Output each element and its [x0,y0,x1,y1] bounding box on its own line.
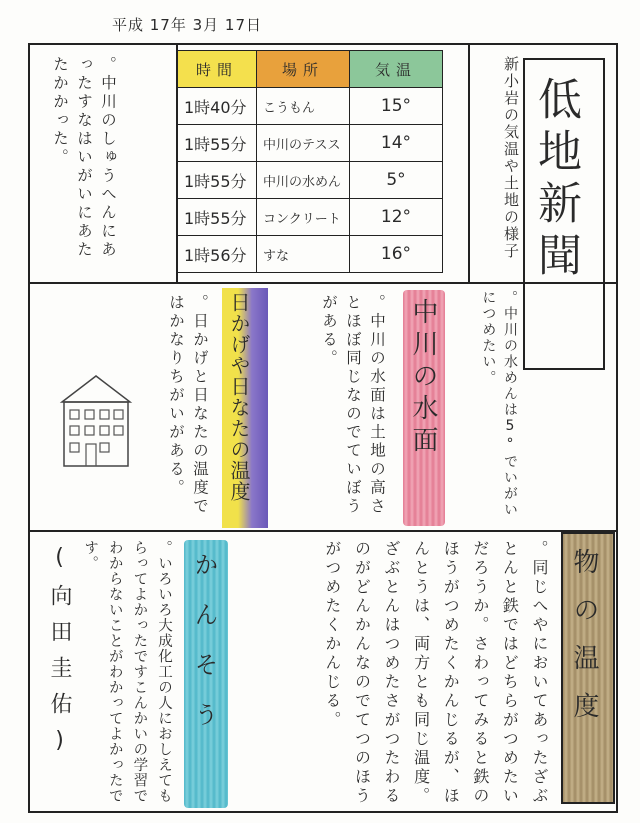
nakagawa-note-right: 。中川の水めんは5°でいがいにつめたい。 [480,290,518,518]
kansou-text: 。いろいろ大成化工の人におしえてもらってよかったですこんかいの学習でわからないことがわかってよかったです。 [82,540,172,804]
house-drawing [58,372,134,470]
cell-place: 中川のテスス [257,125,350,162]
top-left-note: 。中川のしゅうへんにあったすなはいがいにあたたかかった。 [51,56,118,260]
hikage-note: 。日かげと日なたの温度ではかなりちがいがある。 [166,294,209,516]
divider-bottom [28,530,618,532]
table-row [178,125,443,162]
newspaper-title: 低地新聞 [530,76,581,284]
header-temp: 気温 [350,51,443,88]
header-place: 場所 [257,51,350,88]
hikage-heading: 日かげや日なたの温度 [227,292,251,502]
cell-place: 中川の水めん [257,162,350,199]
kansou-heading: かんそう [190,552,218,752]
nakagawa-note-left: 。中川の水面は土地の高さとほぼ同じなのでていぼうがある。 [319,294,386,516]
date-line: 平成 17年 3月 17日 [112,16,263,34]
cell-place: コンクリート [257,199,350,236]
cell-place: こうもん [257,88,350,125]
cell-time: 1時56分 [178,236,257,273]
cell-time: 1時55分 [178,125,257,162]
subtitle: 新小岩の気温や土地の様子 [502,56,520,260]
table-header-row [178,51,443,88]
cell-temp: 15° [350,88,443,125]
nakagawa-heading: 中川の水面 [408,298,438,458]
temperature-table [177,50,443,273]
table-row [178,199,443,236]
cell-time: 1時55分 [178,162,257,199]
cell-temp: 14° [350,125,443,162]
author-name: (向田圭佑) [47,545,72,767]
cell-temp: 16° [350,236,443,273]
mono-text: 。同じへやにおいてあったざぶとんと鉄ではどちらがつめたいだろうか。さわってみると鉄のほうがつめたくかんじるが、ほんとうは、両方とも同じ温度。ざぶとんはつめたさがつたわるのがどんかんなのでてつのほうがつめたくかんじる。 [322,540,549,806]
cell-time: 1時55分 [178,199,257,236]
cell-temp: 12° [350,199,443,236]
table-row [178,236,443,273]
cell-place: すな [257,236,350,273]
mono-heading: 物の温度 [569,548,599,740]
header-time: 時間 [178,51,257,88]
divider-title [468,43,470,282]
cell-time: 1時40分 [178,88,257,125]
table-row [178,88,443,125]
table-row [178,162,443,199]
cell-temp: 5° [350,162,443,199]
